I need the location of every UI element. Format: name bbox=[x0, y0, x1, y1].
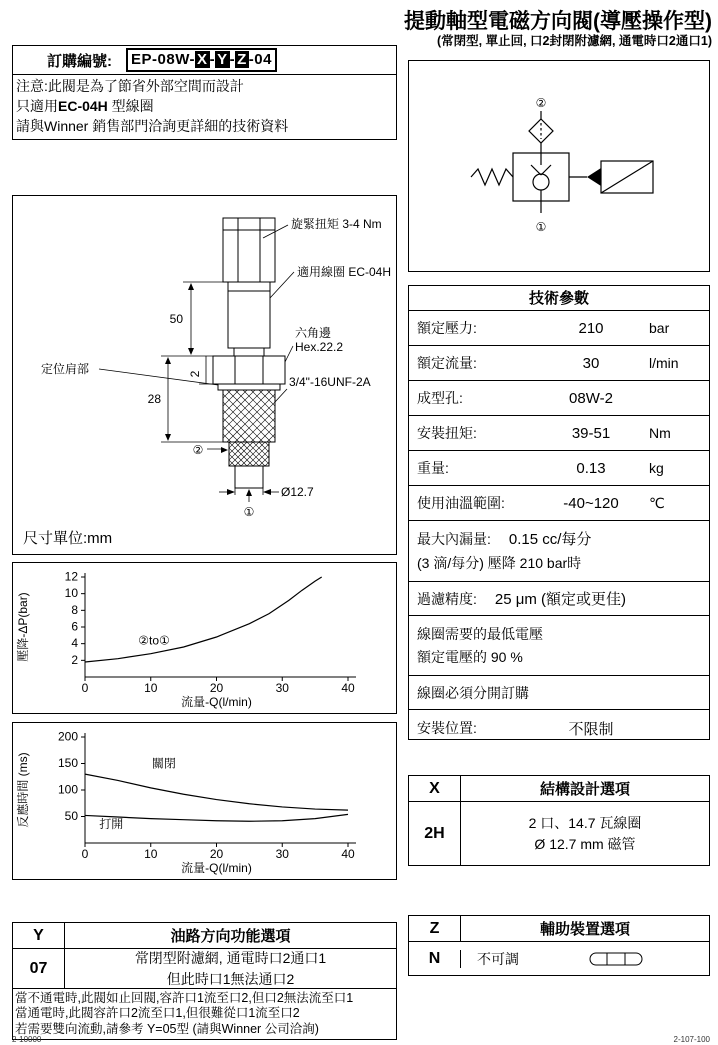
svg-text:流量-Q(l/min): 流量-Q(l/min) bbox=[181, 861, 252, 875]
svg-text:10: 10 bbox=[144, 847, 158, 861]
svg-text:30: 30 bbox=[275, 681, 289, 695]
tech-row-cavity bbox=[409, 381, 709, 416]
pressure-drop-chart bbox=[13, 563, 396, 713]
option-y-title: 油路方向功能選項 bbox=[170, 928, 291, 945]
y-note-3: 若需要雙向流動,請參考 Y=05型 (請與Winner 公司洽詢) bbox=[15, 1021, 319, 1036]
option-y-row bbox=[13, 949, 396, 989]
port-2-label: ② bbox=[192, 443, 204, 457]
option-y-code: Y bbox=[13, 923, 65, 948]
tech-label: 使用油溫範圍: bbox=[417, 495, 505, 511]
tech-row-pressure bbox=[409, 311, 709, 346]
voltage-line-2: 額定電壓的 90 % bbox=[417, 648, 523, 665]
shoulder-label: 定位肩部 bbox=[41, 362, 90, 376]
coil-order-note: 線圈必須分開訂購 bbox=[417, 684, 529, 701]
svg-text:②to①: ②to① bbox=[138, 633, 170, 648]
note-text: 只適用 bbox=[16, 97, 58, 114]
option-z-row-code: N bbox=[409, 950, 461, 968]
note-text: 型線圈 bbox=[107, 97, 154, 114]
tech-value: 210 bbox=[578, 319, 604, 337]
dim-28: 28 bbox=[147, 392, 161, 406]
tech-unit: kg bbox=[649, 460, 664, 476]
svg-text:200: 200 bbox=[57, 729, 78, 744]
svg-text:8: 8 bbox=[71, 602, 78, 617]
option-z-box bbox=[408, 915, 710, 976]
order-code-segment: EP-08W- bbox=[131, 51, 196, 68]
order-code-x: X bbox=[197, 51, 208, 68]
option-y-header bbox=[13, 923, 396, 949]
tech-leak-note: (3 滴/每分) 壓降 210 bar時 bbox=[417, 555, 582, 571]
option-z-row bbox=[409, 942, 709, 975]
pressure-drop-chart-box bbox=[12, 562, 397, 714]
hex-label-2: Hex.22.2 bbox=[295, 340, 344, 354]
tech-unit: ℃ bbox=[649, 494, 665, 511]
tech-row-mounting bbox=[409, 710, 709, 746]
tech-label: 額定壓力: bbox=[417, 320, 477, 336]
svg-text:壓降-ΔP(bar): 壓降-ΔP(bar) bbox=[16, 592, 30, 662]
tech-value: -40~120 bbox=[563, 494, 619, 512]
thread-label: 3/4"-16UNF-2A bbox=[289, 375, 371, 389]
tech-row-flow bbox=[409, 346, 709, 381]
svg-text:100: 100 bbox=[57, 782, 78, 797]
tech-label: 安裝位置: bbox=[417, 720, 477, 737]
svg-text:打開: 打開 bbox=[99, 817, 124, 832]
technical-parameters-box bbox=[408, 285, 710, 740]
mesh-screen-hatch bbox=[205, 442, 313, 466]
svg-text:6: 6 bbox=[71, 619, 78, 634]
tech-value: 不限制 bbox=[568, 720, 614, 738]
tech-label: 額定流量: bbox=[417, 355, 477, 371]
order-code-segment: - bbox=[209, 51, 216, 68]
note-line-3: 請與Winner 銷售部門洽詢更詳細的技術資料 bbox=[16, 117, 289, 134]
tech-row-filtration bbox=[409, 582, 709, 616]
footer-code-right: 2-107-100 bbox=[673, 1035, 710, 1044]
order-row bbox=[13, 46, 396, 75]
tech-value: 0.13 bbox=[576, 459, 606, 477]
note-line-1: 注意:此閥是為了節省外部空間而設計 bbox=[16, 78, 244, 94]
hex-label-1: 六角邊 bbox=[295, 326, 332, 340]
footer-code-left: 2-10000 bbox=[12, 1035, 42, 1044]
svg-text:20: 20 bbox=[209, 847, 224, 861]
svg-text:流量-Q(l/min): 流量-Q(l/min) bbox=[181, 695, 252, 709]
plug-icon bbox=[589, 951, 643, 967]
voltage-line-1: 線圈需要的最低電壓 bbox=[417, 626, 543, 643]
hydraulic-circuit-symbol bbox=[409, 61, 709, 271]
tech-row-voltage bbox=[409, 616, 709, 676]
order-code bbox=[126, 48, 277, 72]
symbol-port-2: ② bbox=[535, 96, 547, 110]
option-x-line-2: Ø 12.7 mm 磁管 bbox=[534, 835, 636, 852]
svg-text:0: 0 bbox=[81, 681, 89, 695]
tech-value: 39-51 bbox=[571, 424, 611, 442]
option-z-label: 不可調 bbox=[477, 950, 519, 967]
tech-unit: l/min bbox=[649, 355, 679, 371]
y-note-1: 當不通電時,此閥如止回閥,容許口1流至口2,但口2無法流至口1 bbox=[15, 991, 354, 1005]
option-x-row-code: 2H bbox=[409, 802, 461, 865]
solenoid-arrow bbox=[587, 168, 601, 186]
option-y-row-code: 07 bbox=[13, 949, 65, 988]
tech-title: 技術參數 bbox=[409, 286, 709, 311]
option-z-header bbox=[409, 916, 709, 942]
svg-text:4: 4 bbox=[71, 636, 78, 651]
order-notes bbox=[13, 75, 396, 139]
response-time-chart bbox=[13, 723, 396, 879]
option-x-line-1: 2 口、14.7 瓦線圈 bbox=[528, 815, 642, 832]
torque-label: 旋緊扭矩 3-4 Nm bbox=[291, 217, 382, 231]
note-line-2 bbox=[16, 97, 393, 117]
page-title: 提動軸型電磁方向閥(導壓操作型) bbox=[404, 10, 712, 33]
drawing-labels bbox=[41, 216, 391, 519]
tech-value: 08W-2 bbox=[569, 389, 613, 407]
order-number-label: 訂購編號: bbox=[47, 52, 112, 70]
option-y-box bbox=[12, 922, 397, 1040]
svg-text:50: 50 bbox=[64, 809, 78, 823]
svg-text:2: 2 bbox=[71, 652, 78, 667]
option-x-row bbox=[409, 802, 709, 865]
svg-text:20: 20 bbox=[209, 681, 224, 695]
option-x-header bbox=[409, 776, 709, 802]
order-box bbox=[12, 45, 397, 140]
page-subtitle: (常閉型, 單止回, 口2封閉附濾網, 通電時口2通口1) bbox=[436, 34, 712, 48]
option-y-notes bbox=[13, 989, 396, 1039]
tech-unit: Nm bbox=[649, 425, 671, 441]
tech-row-weight bbox=[409, 451, 709, 486]
option-y-line-2: 但此時口1無法通口2 bbox=[166, 970, 295, 987]
option-y-line-1: 常閉型附濾網, 通電時口2通口1 bbox=[134, 950, 327, 967]
tech-value: 0.15 cc/每分 bbox=[508, 531, 592, 548]
y-note-2: 當通電時,此閥容許口2流至口1,但很難從口1流至口2 bbox=[15, 1006, 300, 1021]
tech-row-oil-temp bbox=[409, 486, 709, 521]
thread-hatch bbox=[171, 390, 375, 442]
svg-text:30: 30 bbox=[275, 847, 289, 861]
svg-text:40: 40 bbox=[341, 847, 355, 861]
hydraulic-symbol-box bbox=[408, 60, 710, 272]
tech-value: 25 μm (額定或更佳) bbox=[494, 591, 627, 609]
tech-label: 重量: bbox=[417, 460, 449, 476]
tech-row-coil-order bbox=[409, 676, 709, 710]
dim-diameter: Ø12.7 bbox=[281, 485, 314, 499]
order-code-z: Z bbox=[237, 51, 247, 68]
dim-2: 2 bbox=[188, 370, 202, 378]
svg-text:12: 12 bbox=[64, 569, 78, 584]
svg-text:10: 10 bbox=[144, 681, 158, 695]
note-bold-text: EC-04H bbox=[58, 97, 108, 114]
tech-label: 過濾精度: bbox=[417, 590, 477, 607]
response-time-chart-box bbox=[12, 722, 397, 880]
tech-row-torque bbox=[409, 416, 709, 451]
option-z-title: 輔助裝置選項 bbox=[539, 921, 630, 938]
tech-row-leakage bbox=[409, 521, 709, 582]
option-x-box bbox=[408, 775, 710, 866]
valve-technical-drawing bbox=[13, 196, 396, 526]
option-z-code: Z bbox=[409, 916, 461, 941]
option-y-row-body bbox=[65, 949, 396, 988]
svg-text:0: 0 bbox=[81, 847, 89, 861]
option-x-row-body bbox=[461, 802, 709, 865]
tech-value: 30 bbox=[582, 354, 600, 372]
dimension-unit-note: 尺寸單位:mm bbox=[23, 530, 113, 547]
symbol-lines bbox=[471, 111, 653, 213]
svg-text:40: 40 bbox=[341, 681, 355, 695]
option-x-title: 結構設計選項 bbox=[539, 781, 630, 798]
order-code-segment: - bbox=[229, 51, 236, 68]
svg-text:反應時間 (ms): 反應時間 (ms) bbox=[16, 752, 30, 828]
symbol-port-1: ① bbox=[535, 220, 547, 234]
svg-text:關閉: 關閉 bbox=[151, 756, 176, 771]
dim-50: 50 bbox=[169, 312, 183, 326]
svg-text:10: 10 bbox=[64, 586, 78, 601]
tech-label: 安裝扭矩: bbox=[417, 425, 477, 441]
svg-text:150: 150 bbox=[57, 756, 78, 770]
coil-label: 適用線圈 EC-04H bbox=[297, 265, 392, 279]
tech-label: 成型孔: bbox=[417, 390, 463, 406]
valve-drawing-box bbox=[12, 195, 397, 555]
tech-unit: bar bbox=[649, 320, 670, 336]
order-code-y: Y bbox=[217, 51, 228, 68]
tech-label: 最大內漏量: bbox=[417, 531, 491, 547]
port-1-label: ① bbox=[243, 505, 255, 519]
order-code-segment: -04 bbox=[248, 51, 272, 68]
option-x-code: X bbox=[409, 776, 461, 801]
